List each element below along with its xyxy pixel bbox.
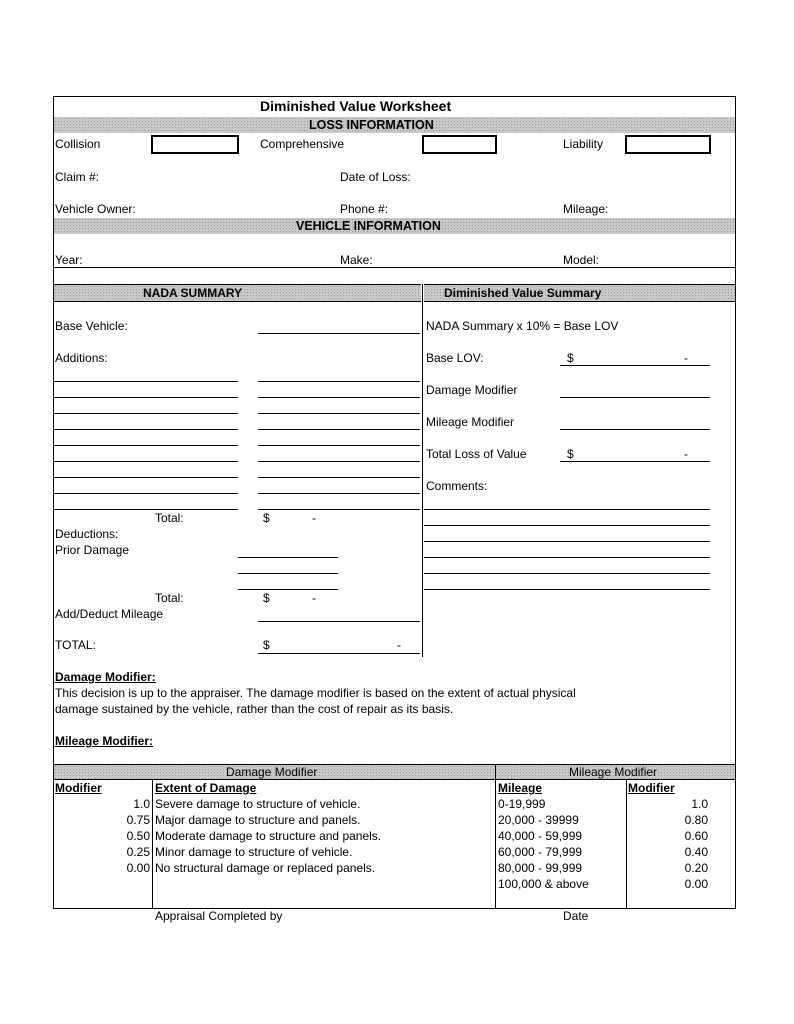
base-vehicle-label: Base Vehicle: (55, 319, 128, 333)
entry-line[interactable] (258, 429, 420, 430)
damage-modifier-note-line2: damage sustained by the vehicle, rather than the cost of repair as its basis. (55, 702, 454, 716)
mileage-row-modifier: 1.0 (691, 797, 708, 811)
entry-line[interactable] (424, 589, 710, 590)
damage-modifier-note-line1: This decision is up to the appraiser. The damage modifier is based on the extent of actual physical (55, 686, 576, 700)
damage-modifier-heading: Damage Modifier: (55, 670, 156, 684)
mileage-row-modifier: 0.20 (684, 861, 708, 875)
damage-row-extent: Minor damage to structure of vehicle. (155, 845, 353, 859)
entry-line[interactable] (258, 509, 420, 510)
vehicle-owner-label: Vehicle Owner: (55, 202, 136, 216)
liability-label: Liability (563, 137, 604, 151)
nada-formula: NADA Summary x 10% = Base LOV (426, 319, 619, 333)
entry-line[interactable] (424, 509, 710, 510)
collision-label: Collision (55, 137, 101, 151)
base-vehicle-line[interactable] (258, 333, 420, 334)
column-divider (152, 780, 153, 908)
loss-information-header: LOSS INFORMATION (309, 118, 434, 132)
base-lov-label: Base LOV: (426, 351, 484, 365)
mileage-table-header: Mileage Modifier (569, 765, 658, 779)
grand-total-currency: $ (263, 638, 270, 652)
entry-line[interactable] (258, 461, 420, 462)
damage-row-modifier: 0.75 (126, 813, 150, 827)
dv-summary-header: Diminished Value Summary (444, 286, 602, 300)
damage-row-modifier: 1.0 (133, 797, 150, 811)
divider (54, 267, 735, 268)
nada-summary-header: NADA SUMMARY (143, 286, 243, 300)
entry-line[interactable] (424, 557, 710, 558)
entry-line[interactable] (258, 653, 420, 654)
deductions-total-label: Total: (155, 591, 184, 605)
damage-row-extent: Major damage to structure and panels. (155, 813, 361, 827)
entry-line[interactable] (54, 461, 238, 462)
damage-row-modifier: 0.25 (126, 845, 150, 859)
entry-line[interactable] (258, 445, 420, 446)
entry-line[interactable] (54, 477, 238, 478)
entry-line[interactable] (560, 365, 710, 366)
claim-number-label: Claim #: (55, 170, 100, 184)
entry-line[interactable] (424, 525, 710, 526)
entry-line[interactable] (54, 445, 238, 446)
entry-line[interactable] (238, 557, 338, 558)
total-loss-value: - (684, 447, 688, 461)
model-label: Model: (563, 253, 600, 267)
grand-total-value: - (397, 638, 401, 652)
mileage-row-modifier: 0.80 (684, 813, 708, 827)
mileage-row-range: 0-19,999 (498, 797, 546, 811)
entry-line[interactable] (54, 493, 238, 494)
additions-total-currency: $ (263, 511, 270, 525)
entry-line[interactable] (258, 413, 420, 414)
entry-line[interactable] (560, 429, 710, 430)
entry-line[interactable] (258, 493, 420, 494)
entry-line[interactable] (258, 477, 420, 478)
entry-line[interactable] (258, 397, 420, 398)
comprehensive-label: Comprehensive (260, 137, 345, 151)
entry-line[interactable] (54, 429, 238, 430)
appraisal-completed-label: Appraisal Completed by (155, 909, 283, 923)
grand-total-label: TOTAL: (55, 638, 96, 652)
date-of-loss-label: Date of Loss: (340, 170, 411, 184)
mileage-row-range: 20,000 - 39999 (498, 813, 579, 827)
deductions-label: Deductions: (55, 527, 119, 541)
comments-label: Comments: (426, 479, 488, 493)
entry-line[interactable] (424, 573, 710, 574)
damage-row-extent: No structural damage or replaced panels. (155, 861, 376, 875)
damage-modifier-label: Damage Modifier (426, 383, 518, 397)
base-lov-currency: $ (567, 351, 574, 365)
add-deduct-mileage-label: Add/Deduct Mileage (55, 607, 164, 621)
phone-label: Phone #: (340, 202, 389, 216)
damage-row-extent: Severe damage to structure of vehicle. (155, 797, 361, 811)
year-label: Year: (55, 253, 83, 267)
damage-row-extent: Moderate damage to structure and panels. (155, 829, 382, 843)
entry-line[interactable] (424, 541, 710, 542)
total-loss-currency: $ (567, 447, 574, 461)
entry-line[interactable] (238, 589, 338, 590)
entry-line[interactable] (560, 461, 710, 462)
entry-line[interactable] (54, 509, 238, 510)
mileage-row-modifier: 0.40 (684, 845, 708, 859)
mileage-col-modifier: Modifier (628, 781, 675, 795)
summary-divider (422, 284, 423, 657)
entry-line[interactable] (54, 381, 238, 382)
additions-label: Additions: (55, 351, 108, 365)
mileage-modifier-label: Mileage Modifier (426, 415, 515, 429)
mileage-label: Mileage: (563, 202, 609, 216)
mileage-modifier-heading: Mileage Modifier: (55, 734, 154, 748)
mileage-row-modifier: 0.00 (684, 877, 708, 891)
mileage-row-range: 60,000 - 79,999 (498, 845, 583, 859)
make-label: Make: (340, 253, 373, 267)
comprehensive-checkbox[interactable] (422, 135, 497, 154)
mileage-col-mileage: Mileage (498, 781, 543, 795)
entry-line[interactable] (238, 573, 338, 574)
prior-damage-label: Prior Damage (55, 543, 130, 557)
damage-row-modifier: 0.50 (126, 829, 150, 843)
mileage-row-range: 40,000 - 59,999 (498, 829, 583, 843)
liability-checkbox[interactable] (625, 135, 711, 154)
date-label: Date (563, 909, 589, 923)
total-loss-label: Total Loss of Value (426, 447, 527, 461)
worksheet-title: Diminished Value Worksheet (260, 98, 452, 114)
damage-col-extent: Extent of Damage (155, 781, 257, 795)
table-divider (495, 764, 496, 908)
additions-total-label: Total: (155, 511, 184, 525)
deductions-total-currency: $ (263, 591, 270, 605)
deductions-total-value: - (312, 591, 316, 605)
damage-row-modifier: 0.00 (126, 861, 150, 875)
entry-line[interactable] (560, 397, 710, 398)
damage-col-modifier: Modifier (55, 781, 102, 795)
mileage-row-range: 80,000 - 99,999 (498, 861, 583, 875)
mileage-row-range: 100,000 & above (498, 877, 589, 891)
entry-line[interactable] (54, 779, 735, 780)
collision-checkbox[interactable] (151, 135, 239, 154)
entry-line[interactable] (54, 397, 238, 398)
mileage-row-modifier: 0.60 (684, 829, 708, 843)
vehicle-information-header: VEHICLE INFORMATION (296, 219, 441, 233)
additions-total-value: - (312, 511, 316, 525)
entry-line[interactable] (54, 413, 238, 414)
damage-table-header: Damage Modifier (226, 765, 318, 779)
mileage-adjust-line[interactable] (258, 621, 420, 622)
column-divider (626, 780, 627, 908)
entry-line[interactable] (258, 381, 420, 382)
base-lov-value: - (684, 351, 688, 365)
